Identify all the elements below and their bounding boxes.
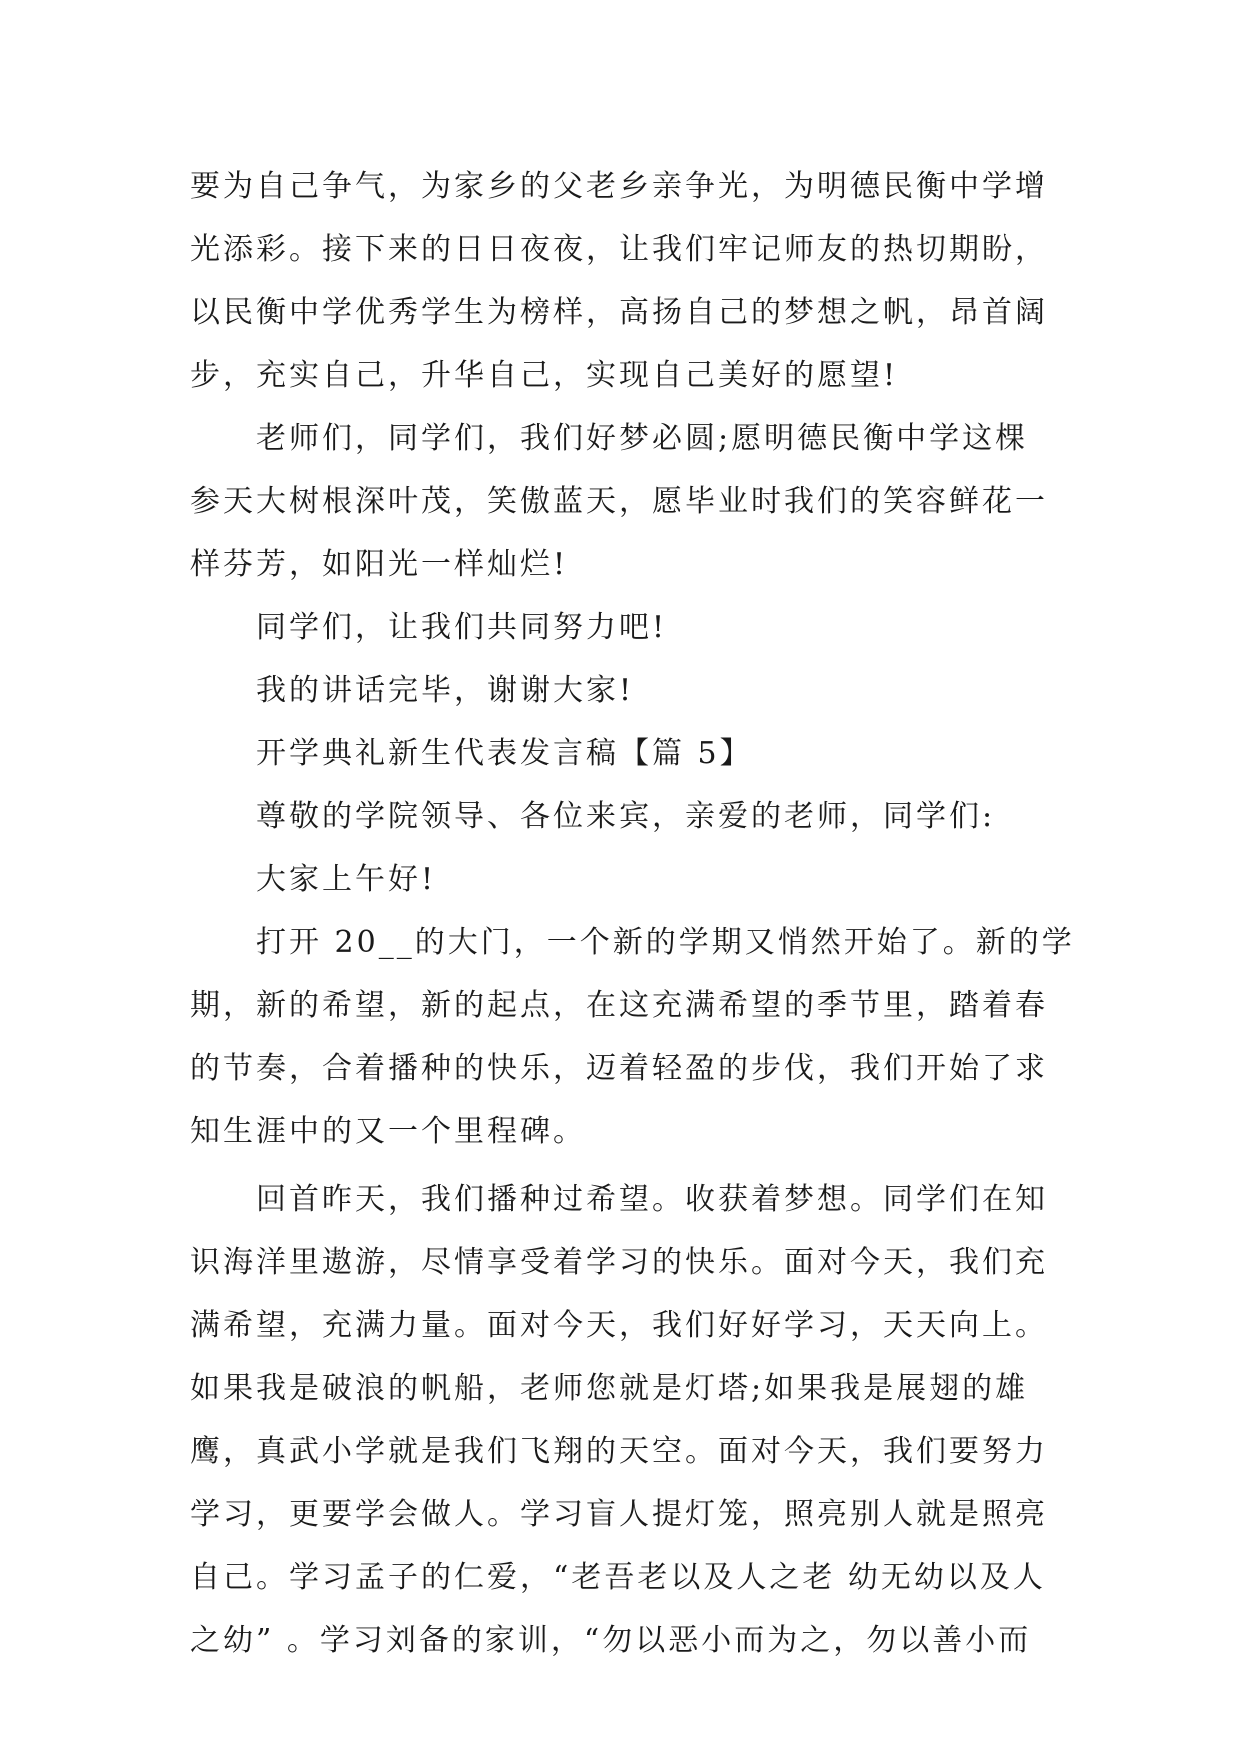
text-line: 识海洋里遨游，尽情享受着学习的快乐。面对今天，我们充	[190, 1245, 1048, 1280]
text-line: 鹰，真武小学就是我们飞翔的天空。面对今天，我们要努力	[190, 1434, 1048, 1469]
document-body	[190, 155, 1075, 1672]
text-line: 自己。学习孟子的仁爱，“老吾老以及人之老 幼无幼以及人	[190, 1560, 1046, 1595]
text-line: 学习，更要学会做人。学习盲人提灯笼，照亮别人就是照亮	[190, 1497, 1048, 1532]
salutation-line: 尊敬的学院领导、各位来宾，亲爱的老师，同学们:	[256, 799, 996, 834]
text-line: 参天大树根深叶茂，笑傲蓝天，愿毕业时我们的笑容鲜花一	[190, 484, 1048, 519]
text-line: 如果我是破浪的帆船，老师您就是灯塔;如果我是展翅的雄	[190, 1371, 1029, 1406]
text-line: 要为自己争气，为家乡的父老乡亲争光，为明德民衡中学增	[190, 169, 1048, 204]
text-line: 步，充实自己，升华自己，实现自己美好的愿望!	[190, 358, 899, 393]
paragraph-start-line: 打开 20__的大门，一个新的学期又悄然开始了。新的学	[256, 925, 1075, 960]
paragraph-start-line: 我的讲话完毕，谢谢大家!	[256, 673, 635, 708]
text-line: 以民衡中学优秀学生为榜样，高扬自己的梦想之帆，昂首阔	[190, 295, 1048, 330]
greeting-line: 大家上午好!	[256, 862, 437, 897]
paragraph-start-line: 老师们，同学们，我们好梦必圆;愿明德民衡中学这棵	[256, 421, 1029, 456]
text-line: 满希望，充满力量。面对今天，我们好好学习，天天向上。	[190, 1308, 1048, 1343]
paragraph-start-line: 回首昨天，我们播种过希望。收获着梦想。同学们在知	[256, 1182, 1048, 1217]
section-heading: 开学典礼新生代表发言稿【篇 5】	[256, 736, 753, 771]
paragraph-start-line: 同学们，让我们共同努力吧!	[256, 610, 668, 645]
text-line: 样芬芳，如阳光一样灿烂!	[190, 547, 569, 582]
text-line: 光添彩。接下来的日日夜夜，让我们牢记师友的热切期盼，	[190, 232, 1048, 267]
text-line: 之幼” 。学习刘备的家训，“勿以恶小而为之，勿以善小而	[190, 1623, 1032, 1658]
text-line: 的节奏，合着播种的快乐，迈着轻盈的步伐，我们开始了求	[190, 1051, 1048, 1086]
text-line: 知生涯中的又一个里程碑。	[190, 1114, 586, 1149]
text-line: 期，新的希望，新的起点，在这充满希望的季节里，踏着春	[190, 988, 1048, 1023]
